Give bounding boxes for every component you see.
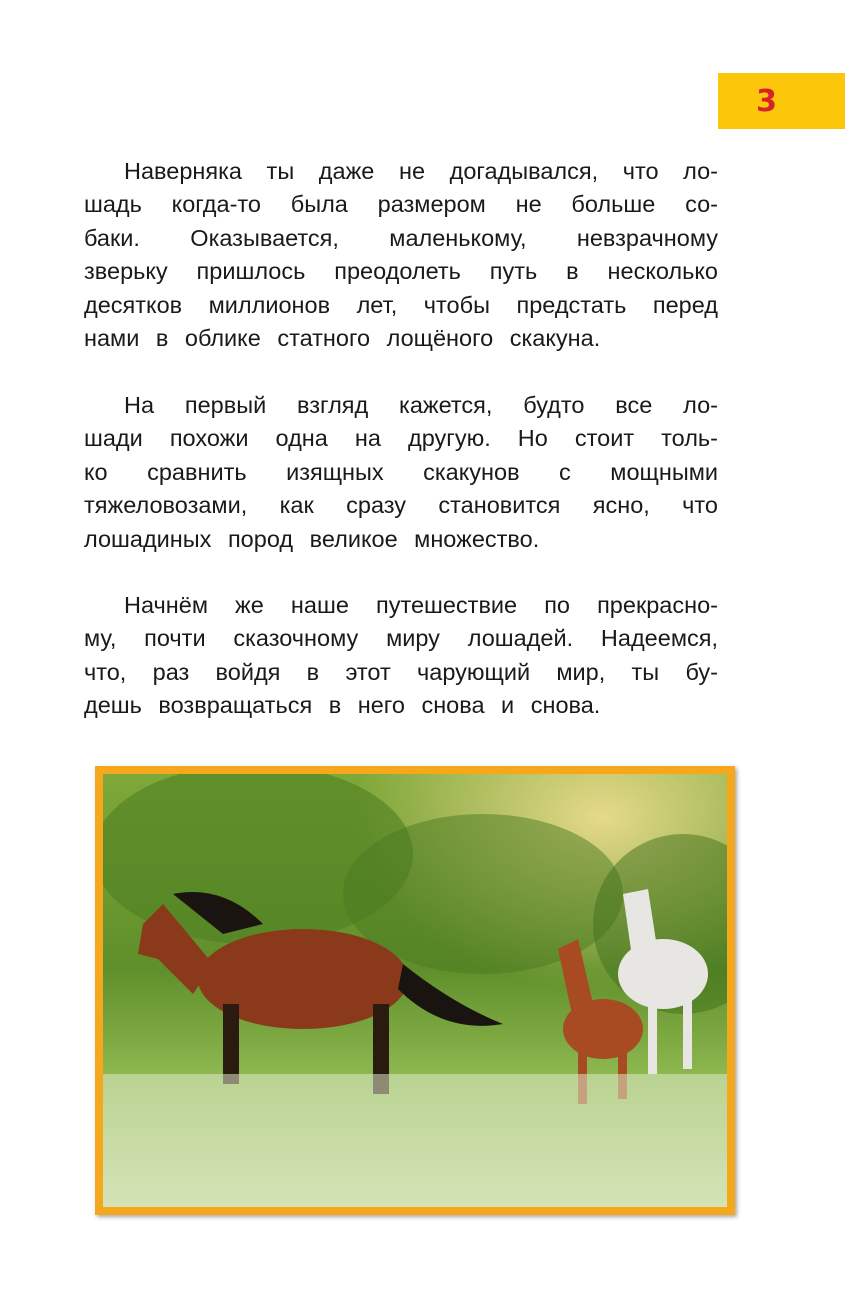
paragraph-3	[84, 589, 718, 723]
text-line: нами в облике статного лощёного скакуна.	[84, 324, 601, 351]
text-line: му, почти сказочному миру лошадей. Надеемся,	[84, 625, 718, 652]
paragraph-2	[84, 389, 718, 556]
paragraph-1	[84, 155, 718, 355]
text-line: лошадиных пород великое множество.	[84, 525, 540, 552]
text-line: десятков миллионов лет, чтобы предстать перед	[84, 291, 718, 318]
text-line: шади похожи одна на другую. Но стоит толь-	[84, 425, 718, 452]
text-line: дешь возвращаться в него снова и снова.	[84, 692, 601, 719]
text-line: что, раз войдя в этот чарующий мир, ты бу-	[84, 658, 718, 685]
text-line: шадь когда-то была размером не больше со-	[84, 191, 718, 218]
page-number-badge	[718, 73, 845, 129]
text-line: ко сравнить изящных скакунов с мощными	[84, 458, 718, 485]
text-line: тяжеловозами, как сразу становится ясно, что	[84, 492, 718, 519]
text-line: На первый взгляд кажется, будто все ло-	[124, 392, 718, 418]
horses-photo	[95, 766, 735, 1215]
page-number: 3	[756, 83, 777, 119]
text-line: баки. Оказывается, маленькому, невзрачному	[84, 224, 718, 251]
text-line: Наверняка ты даже не догадывался, что ло-	[124, 158, 718, 184]
text-line: зверьку пришлось преодолеть путь в несколько	[84, 258, 718, 285]
text-line: Начнём же наше путешествие по прекрасно-	[124, 592, 718, 618]
